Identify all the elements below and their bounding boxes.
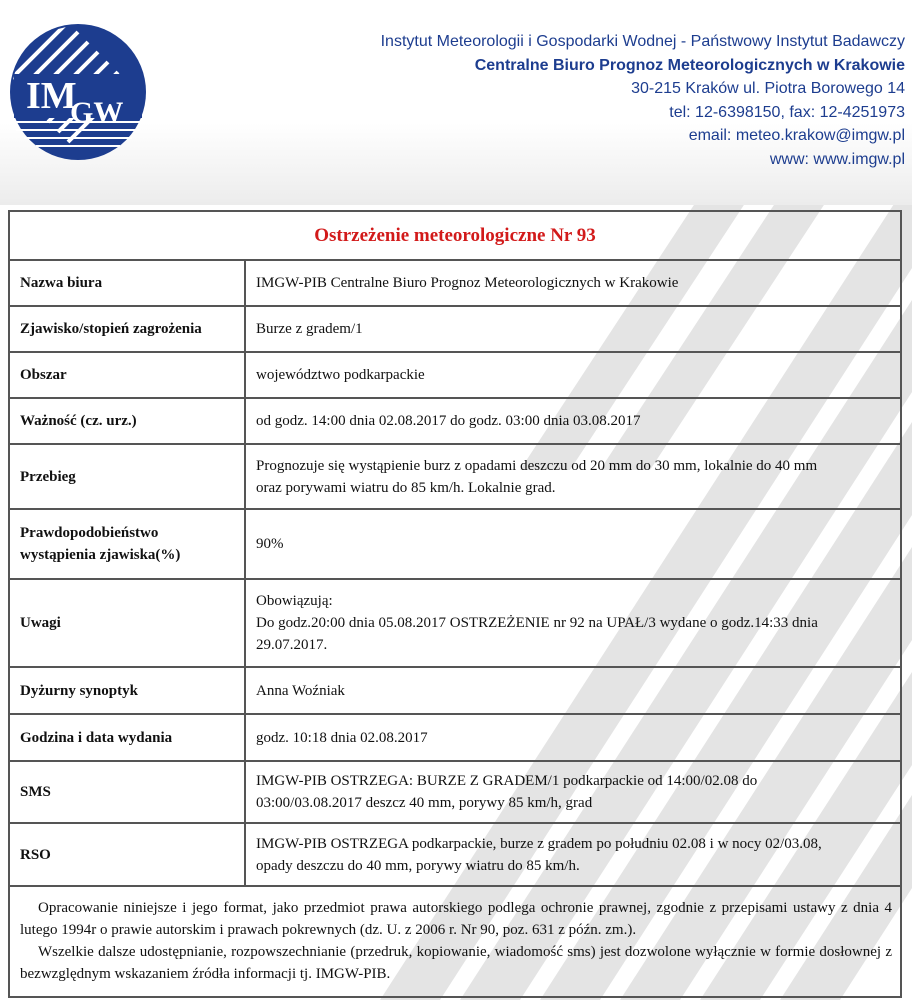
row-label: RSO: [10, 824, 246, 885]
usage-paragraph: Wszelkie dalsze udostępnianie, rozpowszechnianie (przedruk, kopiowanie, wiadomość sms) jest dozwolone wyłącznie w formie dosłownej z bezwzględnym wskazaniem źródła informacji tj. IMGW-PIB.: [20, 944, 892, 982]
row-value: Prognozuje się wystąpienie burz z opadami deszczu od 20 mm do 30 mm, lokalnie do 40 mm oraz porywami wiatru do 85 km/h. Lokalnie grad.: [256, 457, 818, 496]
row-value: IMGW-PIB Centralne Biuro Prognoz Meteorologicznych w Krakowie: [256, 275, 679, 291]
address: 30-215 Kraków ul. Piotra Borowego 14: [631, 80, 905, 97]
title-row: [10, 212, 900, 261]
row-label: Zjawisko/stopień zagrożenia: [10, 307, 246, 351]
row-forecaster: [10, 668, 900, 715]
org-name: Instytut Meteorologii i Gospodarki Wodnej - Państwowy Instytut Badawczy: [380, 33, 905, 50]
row-value: IMGW-PIB OSTRZEGA: BURZE Z GRADEM/1 podkarpackie od 14:00/02.08 do 03:00/03.08.2017 deszcz 40 mm, porywy 85 km/h, grad: [256, 773, 758, 811]
row-label: Nazwa biura: [10, 261, 246, 305]
row-value: godz. 10:18 dnia 02.08.2017: [256, 729, 428, 746]
row-label: Dyżurny synoptyk: [10, 668, 246, 713]
row-label: Ważność (cz. urz.): [10, 399, 246, 443]
copyright-notice: [10, 887, 900, 996]
row-label: Uwagi: [10, 580, 246, 666]
warning-table: [8, 210, 902, 998]
row-label: Przebieg: [10, 445, 246, 508]
row-probability: [10, 510, 900, 580]
office-name: Centralne Biuro Prognoz Meteorologicznych w Krakowie: [474, 56, 905, 74]
svg-text:GW: GW: [70, 96, 124, 129]
email: email: meteo.krakow@imgw.pl: [688, 127, 905, 144]
row-label: SMS: [10, 762, 246, 822]
row-label: Prawdopodobieństwo wystąpienia zjawiska(%): [10, 510, 246, 578]
row-office: [10, 261, 900, 307]
row-value: Burze z gradem/1: [256, 321, 363, 337]
copyright-paragraph: Opracowanie niniejsze i jego format, jako przedmiot prawa autorskiego podlega ochronie prawnej, zgodnie z przepisami ustawy z dnia 4 lutego 1994r o prawie autorskim i prawach pokrewnych (dz. U. z 2006 r. Nr 90, poz. 631 z późn. zm.).: [20, 900, 892, 938]
warning-title: Ostrzeżenie meteorologiczne Nr 93: [314, 224, 596, 246]
row-remarks: [10, 580, 900, 668]
row-sms: [10, 762, 900, 824]
row-course: [10, 445, 900, 510]
row-phenomenon: [10, 307, 900, 353]
row-value: od godz. 14:00 dnia 02.08.2017 do godz. 03:00 dnia 03.08.2017: [256, 413, 641, 429]
website: www: www.imgw.pl: [769, 150, 905, 168]
imgw-logo: [8, 22, 148, 162]
row-issued: [10, 715, 900, 762]
row-label: Godzina i data wydania: [10, 715, 246, 760]
row-value: województwo podkarpackie: [256, 367, 425, 383]
row-validity: [10, 399, 900, 445]
row-label: Obszar: [10, 353, 246, 397]
row-rso: [10, 824, 900, 887]
row-area: [10, 353, 900, 399]
row-value: 90%: [256, 536, 284, 552]
organization-info: [381, 30, 905, 171]
row-value: Obowiązują: Do godz.20:00 dnia 05.08.2017 OSTRZEŻENIE nr 92 na UPAŁ/3 wydane o godz.14:33 dnia 29.07.2017.: [256, 593, 818, 653]
svg-text:IM: IM: [26, 75, 77, 117]
row-value: Anna Woźniak: [256, 682, 345, 699]
phone-fax: tel: 12-6398150, fax: 12-4251973: [669, 103, 905, 121]
row-value: IMGW-PIB OSTRZEGA podkarpackie, burze z gradem po południu 02.08 i w nocy 02/03.08, opady deszczu do 40 mm, porywy wiatru do 85 km/h.: [256, 835, 822, 874]
